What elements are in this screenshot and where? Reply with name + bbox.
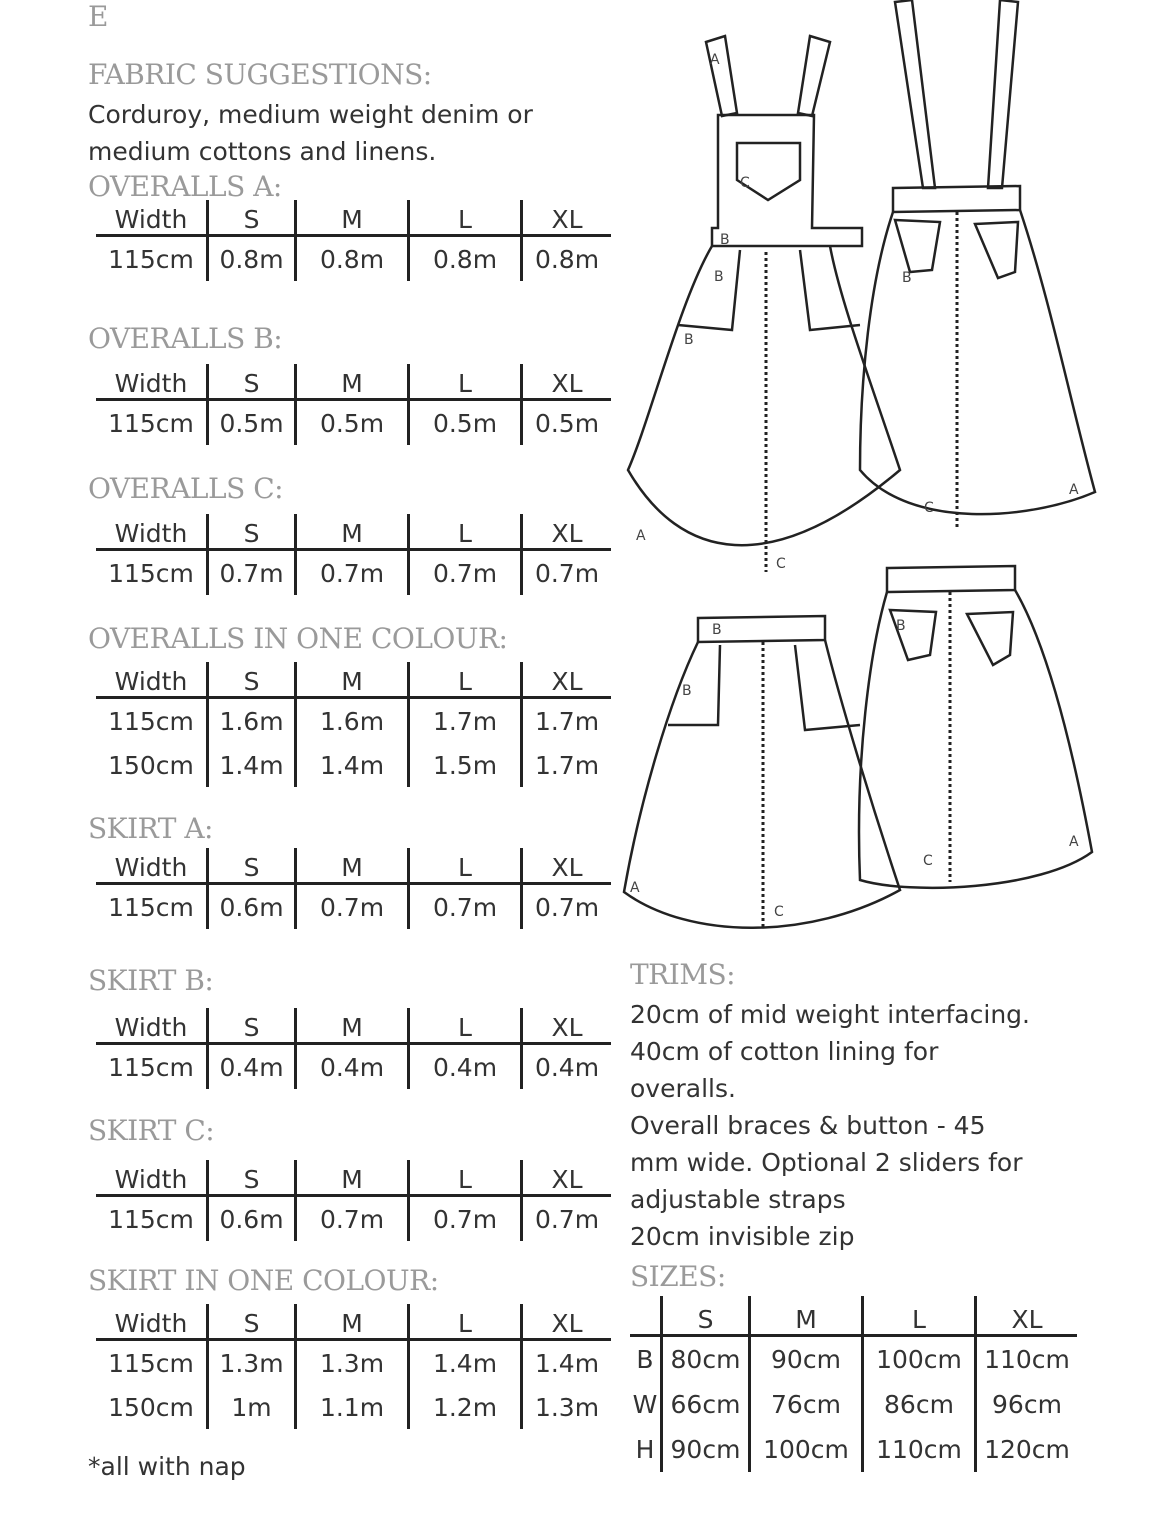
cell: 0.6m [208, 1196, 296, 1242]
col-header: M [296, 848, 409, 884]
cell: 1.7m [522, 698, 612, 744]
svg-text:A: A [636, 528, 646, 544]
cell: 150cm [108, 1392, 194, 1422]
col-header: Width [96, 662, 208, 698]
svg-text:B: B [712, 622, 722, 638]
cell: 0.5m [522, 400, 612, 446]
svg-text:A: A [1069, 482, 1079, 498]
cell: 0.4m [208, 1044, 296, 1090]
cell: 100cm [750, 1427, 863, 1472]
col-header: L [863, 1296, 976, 1336]
cell: 1.4m [208, 743, 296, 787]
col-header: XL [976, 1296, 1078, 1336]
col-header: S [208, 1008, 296, 1044]
section-title: SKIRT IN ONE COLOUR: [88, 1264, 439, 1297]
col-header: M [296, 1160, 409, 1196]
cell: 1m [208, 1385, 296, 1429]
trim-line: adjustable straps [630, 1185, 846, 1214]
cell: 1.5m [409, 743, 522, 787]
col-header: L [409, 848, 522, 884]
col-header: L [409, 514, 522, 550]
cell: 0.8m [296, 236, 409, 282]
col-header: Width [96, 364, 208, 400]
col-header: S [208, 1160, 296, 1196]
svg-text:A: A [630, 880, 640, 896]
cell: 80cm [662, 1336, 750, 1383]
col-header: Width [96, 1304, 208, 1340]
svg-text:B: B [682, 683, 692, 699]
cell: 0.4m [296, 1044, 409, 1090]
cell: 0.7m [522, 550, 612, 596]
col-header: Width [96, 1160, 208, 1196]
cell: 110cm [863, 1427, 976, 1472]
cell: 0.7m [409, 550, 522, 596]
fabric-heading: FABRIC SUGGESTIONS: [88, 58, 432, 91]
col-header: XL [522, 364, 612, 400]
table-row [96, 1044, 611, 1090]
table-row [96, 550, 611, 596]
trim-line: 20cm of mid weight interfacing. [630, 1000, 1030, 1029]
cell: 0.7m [208, 550, 296, 596]
section-title: SKIRT C: [88, 1114, 215, 1147]
cell: 110cm [976, 1336, 1078, 1383]
cell: 0.8m [208, 236, 296, 282]
table-row [630, 1427, 1077, 1472]
table-row [630, 1382, 1077, 1427]
col-header: XL [522, 200, 612, 236]
col-header: M [296, 364, 409, 400]
col-header: S [208, 848, 296, 884]
table-row [96, 236, 611, 282]
cell: 0.7m [296, 1196, 409, 1242]
cell: W [632, 1390, 658, 1419]
cell: 115cm [108, 892, 194, 922]
table-row [96, 1196, 611, 1242]
footnote: *all with nap [88, 1452, 246, 1481]
col-header: M [296, 200, 409, 236]
table-row [96, 698, 611, 744]
piece-labels [630, 52, 1079, 920]
section-title: OVERALLS B: [88, 322, 283, 355]
svg-text:C: C [774, 904, 784, 920]
col-header: M [296, 514, 409, 550]
trims-heading: TRIMS: [630, 958, 736, 991]
yardage-table [96, 1008, 611, 1089]
section-title: OVERALLS C: [88, 472, 284, 505]
col-header: XL [522, 1160, 612, 1196]
yardage-table [96, 364, 611, 445]
col-header: M [296, 1008, 409, 1044]
col-header: M [296, 662, 409, 698]
col-header: S [208, 514, 296, 550]
col-header: Width [96, 514, 208, 550]
cell: 0.7m [296, 550, 409, 596]
trim-line: Overall braces & button - 45 [630, 1111, 986, 1140]
table-row [96, 884, 611, 930]
col-header: Width [96, 848, 208, 884]
cell: 120cm [976, 1427, 1078, 1472]
cell: 1.3m [296, 1340, 409, 1386]
svg-text:C: C [924, 500, 934, 516]
table-row [96, 743, 611, 787]
col-header: XL [522, 662, 612, 698]
col-header: XL [522, 848, 612, 884]
svg-text:B: B [902, 270, 912, 286]
col-header: S [208, 1304, 296, 1340]
cell: 86cm [863, 1382, 976, 1427]
col-header: S [208, 200, 296, 236]
cell: H [635, 1435, 655, 1464]
cell: 1.7m [409, 698, 522, 744]
cell: 1.4m [409, 1340, 522, 1386]
cell: 0.7m [409, 884, 522, 930]
cell: 66cm [662, 1382, 750, 1427]
col-header: L [409, 364, 522, 400]
section-title: SKIRT A: [88, 812, 213, 845]
col-header: XL [522, 1008, 612, 1044]
skirt-back-drawing [859, 566, 1092, 888]
cell: 0.4m [522, 1044, 612, 1090]
cell: 0.5m [409, 400, 522, 446]
svg-text:C: C [740, 175, 750, 191]
cell: 0.8m [522, 236, 612, 282]
section-title: OVERALLS A: [88, 170, 282, 203]
fabric-text: Corduroy, medium weight denim or medium cottons and linens. [88, 100, 533, 166]
cell: 1.4m [296, 743, 409, 787]
overalls-back-drawing [860, 0, 1095, 530]
table-row [96, 1385, 611, 1429]
yardage-table [96, 848, 611, 929]
cell: 0.7m [522, 884, 612, 930]
page-letter: E [88, 0, 108, 33]
cell: 1.3m [208, 1340, 296, 1386]
garment-illustrations [610, 0, 1110, 940]
cell: B [636, 1345, 654, 1374]
col-header: S [208, 364, 296, 400]
svg-text:A: A [710, 52, 720, 68]
sizes-heading: SIZES: [630, 1260, 726, 1293]
table-row [96, 1340, 611, 1386]
yardage-table [96, 200, 611, 281]
svg-text:B: B [714, 269, 724, 285]
cell: 1.2m [409, 1385, 522, 1429]
trims-list [630, 996, 1090, 1255]
cell: 0.5m [296, 400, 409, 446]
col-header: XL [522, 514, 612, 550]
svg-text:B: B [720, 232, 730, 248]
cell: 115cm [108, 1052, 194, 1082]
col-header [630, 1296, 662, 1336]
cell: 150cm [108, 750, 194, 780]
col-header: L [409, 1008, 522, 1044]
section-title: OVERALLS IN ONE COLOUR: [88, 622, 508, 655]
col-header: M [296, 1304, 409, 1340]
cell: 0.7m [296, 884, 409, 930]
cell: 90cm [750, 1336, 863, 1383]
cell: 1.6m [208, 698, 296, 744]
svg-text:B: B [684, 332, 694, 348]
cell: 0.6m [208, 884, 296, 930]
cell: 115cm [108, 706, 194, 736]
col-header: Width [96, 1008, 208, 1044]
overalls-front-drawing [628, 36, 900, 572]
cell: 115cm [108, 558, 194, 588]
yardage-table [96, 1160, 611, 1241]
yardage-table [96, 662, 611, 787]
cell: 0.7m [522, 1196, 612, 1242]
cell: 1.3m [522, 1385, 612, 1429]
size-chart-table [630, 1296, 1077, 1472]
cell: 115cm [108, 1204, 194, 1234]
col-header: L [409, 200, 522, 236]
col-header: XL [522, 1304, 612, 1340]
cell: 115cm [108, 408, 194, 438]
cell: 0.4m [409, 1044, 522, 1090]
col-header: L [409, 1160, 522, 1196]
col-header: Width [96, 200, 208, 236]
trim-line: 20cm invisible zip [630, 1222, 855, 1251]
cell: 1.4m [522, 1340, 612, 1386]
cell: 115cm [108, 244, 194, 274]
col-header: M [750, 1296, 863, 1336]
table-row [630, 1336, 1077, 1383]
col-header: L [409, 1304, 522, 1340]
table-row [96, 400, 611, 446]
cell: 1.1m [296, 1385, 409, 1429]
svg-text:C: C [923, 853, 933, 869]
skirt-front-drawing [624, 616, 900, 928]
trim-line: mm wide. Optional 2 sliders for [630, 1148, 1023, 1177]
cell: 0.7m [409, 1196, 522, 1242]
svg-text:B: B [896, 618, 906, 634]
cell: 0.8m [409, 236, 522, 282]
col-header: S [662, 1296, 750, 1336]
cell: 76cm [750, 1382, 863, 1427]
col-header: S [208, 662, 296, 698]
cell: 0.5m [208, 400, 296, 446]
yardage-table [96, 514, 611, 595]
svg-text:A: A [1069, 834, 1079, 850]
trim-line: 40cm of cotton lining for [630, 1037, 939, 1066]
cell: 90cm [662, 1427, 750, 1472]
cell: 96cm [976, 1382, 1078, 1427]
section-title: SKIRT B: [88, 964, 214, 997]
cell: 1.6m [296, 698, 409, 744]
cell: 1.7m [522, 743, 612, 787]
svg-text:C: C [776, 556, 786, 572]
cell: 115cm [108, 1348, 194, 1378]
yardage-table [96, 1304, 611, 1429]
col-header: L [409, 662, 522, 698]
trim-line: overalls. [630, 1074, 736, 1103]
cell: 100cm [863, 1336, 976, 1383]
